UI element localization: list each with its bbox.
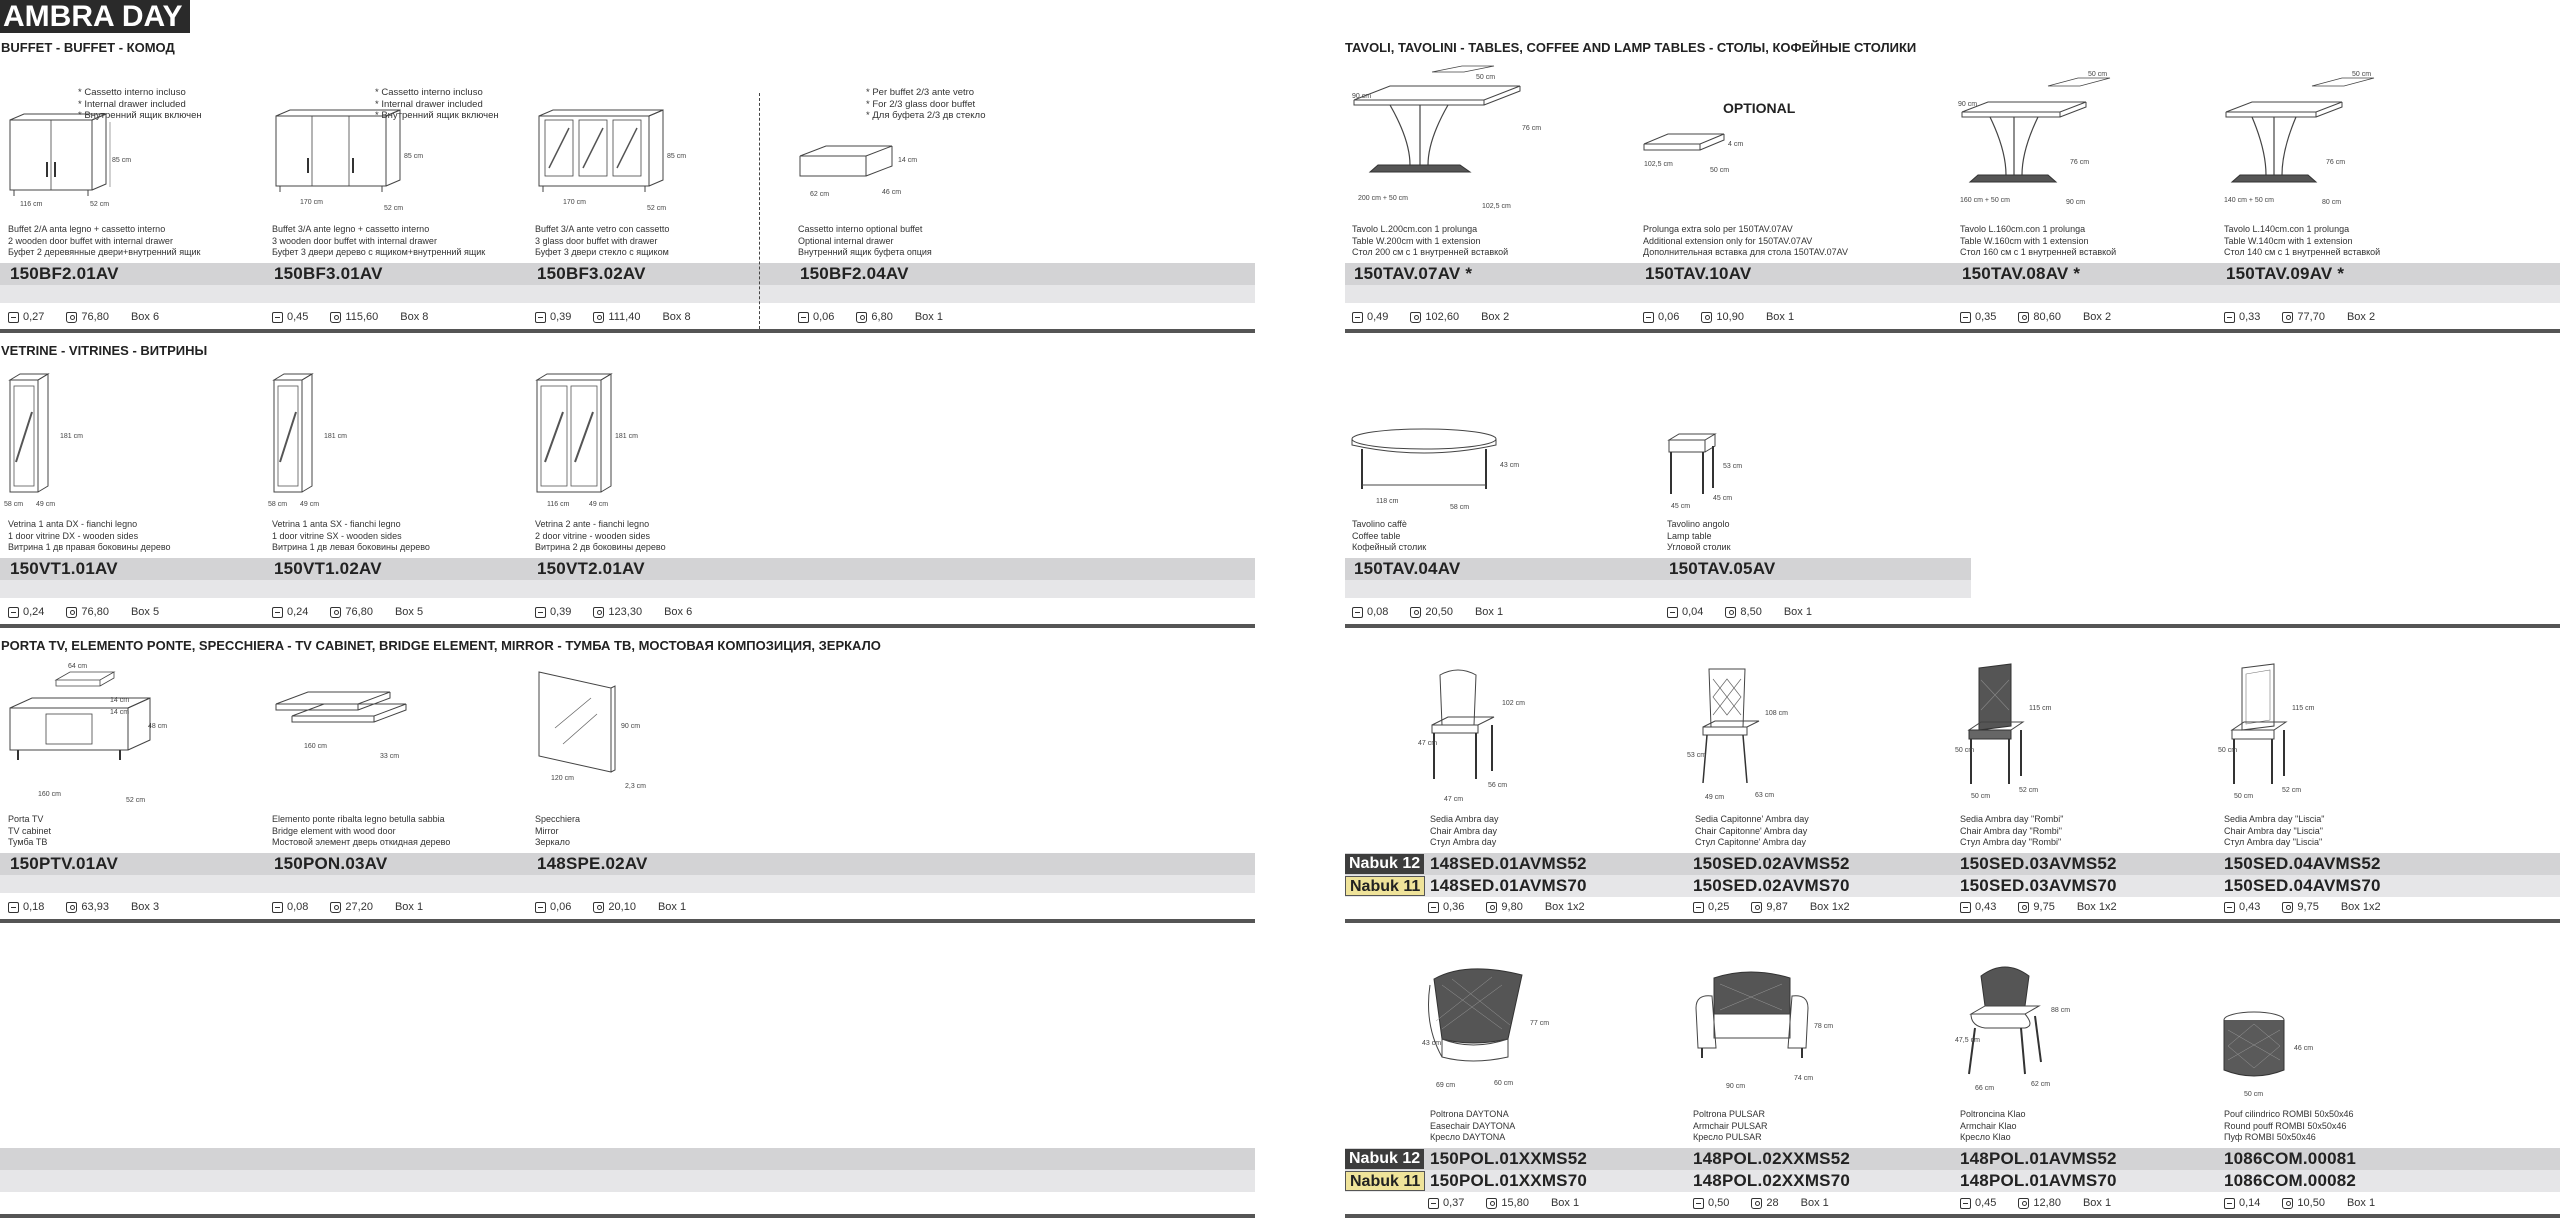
weight-icon	[66, 312, 77, 323]
product-meta: 0,06 10,90 Box 1	[1643, 311, 1794, 323]
volume-icon	[1352, 312, 1363, 323]
svg-text:52 cm: 52 cm	[384, 205, 404, 212]
svg-text:52 cm: 52 cm	[90, 201, 110, 208]
product-description: Buffet 3/A ante vetro con cassetto 3 glass door buffet with drawer Буфет 3 двери стекло с ящиком	[535, 224, 670, 257]
product-code: 150TAV.07AV *	[1354, 264, 1473, 283]
svg-text:52 cm: 52 cm	[647, 205, 667, 212]
product-code: 1086COM.00082	[2224, 1171, 2357, 1190]
weight-icon	[66, 607, 77, 618]
product-code: 148SPE.02AV	[537, 854, 648, 873]
tv-cabinet-drawing	[6, 660, 166, 810]
product-description: Poltrona PULSAR Armchair PULSAR Кресло PULSAR	[1693, 1109, 1768, 1142]
svg-text:85 cm: 85 cm	[667, 153, 687, 160]
weight-icon	[1751, 902, 1762, 913]
finish-tag-nabuk12: Nabuk 12	[1345, 854, 1424, 874]
dining-table-140-drawing	[2222, 71, 2392, 215]
svg-text:181 cm: 181 cm	[615, 433, 638, 440]
weight-icon	[1725, 607, 1736, 618]
volume-icon	[1960, 902, 1971, 913]
code-band	[1345, 263, 2560, 285]
armchair-daytona-drawing	[1422, 965, 1552, 1095]
svg-text:58 cm: 58 cm	[4, 501, 24, 508]
svg-text:181 cm: 181 cm	[60, 433, 83, 440]
svg-text:50 cm: 50 cm	[2234, 793, 2254, 800]
product-code: 148SED.01AVMS70	[1430, 876, 1587, 895]
section-buffet-heading: BUFFET - BUFFET - КОМОД	[1, 40, 175, 55]
product-description: Tavolo L.200cm.con 1 prolunga Table W.200cm with 1 extension Стол 200 см с 1 внутренней вставкой	[1352, 224, 1509, 257]
dining-table-160-drawing	[1958, 71, 2128, 215]
weight-icon	[2282, 902, 2293, 913]
vitrine-1-door-left-drawing	[270, 372, 350, 512]
product-meta: 0,24 76,80 Box 5	[272, 606, 423, 618]
svg-text:58 cm: 58 cm	[1450, 504, 1470, 511]
volume-icon	[1960, 312, 1971, 323]
code-band-lower	[1345, 285, 2560, 303]
weight-icon	[2282, 312, 2293, 323]
page-title: AMBRA DAY	[0, 0, 190, 33]
svg-text:116 cm: 116 cm	[547, 501, 570, 508]
weight-icon	[593, 902, 604, 913]
svg-text:50 cm: 50 cm	[2244, 1091, 2264, 1098]
product-meta: 0,24 76,80 Box 5	[8, 606, 159, 618]
svg-text:160 cm: 160 cm	[38, 791, 61, 798]
product-description: Buffet 2/A anta legno + cassetto interno 2 wooden door buffet with internal drawer Буфет 2 деревянные двери+внутренний ящик	[8, 224, 201, 257]
code-band-lower	[0, 1170, 1255, 1192]
svg-text:69 cm: 69 cm	[1436, 1082, 1456, 1089]
product-code: 150TAV.10AV	[1645, 264, 1752, 283]
finish-tag-nabuk11: Nabuk 11	[1345, 1171, 1425, 1191]
weight-icon	[593, 607, 604, 618]
svg-text:76 cm: 76 cm	[1522, 125, 1542, 132]
svg-text:90 cm: 90 cm	[1726, 1083, 1746, 1090]
svg-text:181 cm: 181 cm	[324, 433, 347, 440]
weight-icon	[1486, 1198, 1497, 1209]
weight-icon	[330, 607, 341, 618]
extension-leaf-drawing	[1640, 128, 1750, 178]
vitrine-1-door-right-drawing	[6, 372, 86, 512]
product-code: 150BF2.04AV	[800, 264, 909, 283]
product-meta: 0,27 76,80 Box 6	[8, 311, 159, 323]
svg-text:58 cm: 58 cm	[268, 501, 288, 508]
volume-icon	[2224, 902, 2235, 913]
product-description: Elemento ponte ribalta legno betulla sabbia Bridge element with wood door Мостовой элемент дверь откидная дерево	[272, 814, 451, 847]
svg-text:50 cm: 50 cm	[2218, 747, 2238, 754]
product-description: Cassetto interno optional buffet Optional internal drawer Внутренний ящик буфета опция	[798, 224, 932, 257]
product-meta: 0,33 77,70 Box 2	[2224, 311, 2375, 323]
product-meta: 0,25 9,87 Box 1x2	[1693, 901, 1850, 913]
dining-table-200-drawing	[1350, 70, 1542, 215]
product-code: 148POL.01AVMS52	[1960, 1149, 2117, 1168]
product-meta: 0,06 20,10 Box 1	[535, 901, 686, 913]
svg-text:47 cm: 47 cm	[1444, 796, 1464, 803]
svg-text:118 cm: 118 cm	[1376, 498, 1399, 505]
svg-text:50 cm: 50 cm	[1955, 747, 1975, 754]
svg-text:115 cm: 115 cm	[2029, 705, 2052, 712]
svg-text:43 cm: 43 cm	[1500, 462, 1520, 469]
svg-text:56 cm: 56 cm	[1488, 782, 1508, 789]
chair-liscia-drawing	[2218, 660, 2338, 805]
product-meta: 0,06 6,80 Box 1	[798, 311, 943, 323]
svg-text:50 cm: 50 cm	[1971, 793, 1991, 800]
vitrine-2-door-drawing	[533, 372, 638, 512]
product-code: 150PTV.01AV	[10, 854, 119, 873]
product-code: 150TAV.08AV *	[1962, 264, 2081, 283]
weight-icon	[1751, 1198, 1762, 1209]
svg-text:140 cm + 50 cm: 140 cm + 50 cm	[2224, 197, 2274, 204]
finish-tag-nabuk12: Nabuk 12	[1345, 1149, 1424, 1169]
product-description: Tavolo L.160cm.con 1 prolunga Table W.160cm with 1 extension Стол 160 см с 1 внутренней вставкой	[1960, 224, 2117, 257]
buffet-2-door-drawing	[6, 112, 132, 208]
svg-text:116 cm: 116 cm	[20, 201, 43, 208]
volume-icon	[1960, 1198, 1971, 1209]
product-code: 150BF2.01AV	[10, 264, 119, 283]
volume-icon	[2224, 1198, 2235, 1209]
weight-icon	[1486, 902, 1497, 913]
volume-icon	[272, 607, 283, 618]
product-description: Vetrina 1 anta SX - fianchi legno 1 door vitrine SX - wooden sides Витрина 1 дв левая боковины дерево	[272, 519, 430, 552]
volume-icon	[1352, 607, 1363, 618]
product-description: Sedia Ambra day "Rombi" Chair Ambra day "Rombi" Стул Ambra day "Rombi"	[1960, 814, 2064, 847]
product-meta: 0,36 9,80 Box 1x2	[1428, 901, 1585, 913]
weight-icon	[1410, 312, 1421, 323]
weight-icon	[2018, 902, 2029, 913]
svg-text:74 cm: 74 cm	[1794, 1075, 1814, 1082]
svg-text:14 cm: 14 cm	[110, 697, 130, 704]
product-description: Tavolino caffè Coffee table Кофейный столик	[1352, 519, 1427, 552]
weight-icon	[1410, 607, 1421, 618]
svg-text:49 cm: 49 cm	[300, 501, 320, 508]
product-code: 150TAV.04AV	[1354, 559, 1461, 578]
buffet-3-door-drawing	[272, 108, 424, 213]
svg-text:50 cm: 50 cm	[2088, 71, 2108, 78]
product-description: Pouf cilindrico ROMBI 50x50x46 Round pouff ROMBI 50x50x46 Пуф ROMBI 50x50x46	[2224, 1109, 2354, 1142]
svg-text:49 cm: 49 cm	[1705, 794, 1725, 801]
code-band-lower	[0, 580, 1255, 598]
svg-text:160 cm: 160 cm	[304, 743, 327, 750]
svg-text:45 cm: 45 cm	[1671, 503, 1691, 510]
svg-text:43 cm: 43 cm	[1422, 1040, 1442, 1047]
weight-icon	[330, 312, 341, 323]
weight-icon	[2282, 1198, 2293, 1209]
product-meta: 0,04 8,50 Box 1	[1667, 606, 1812, 618]
product-description: Porta TV TV cabinet Тумба ТВ	[8, 814, 52, 847]
volume-icon	[1693, 1198, 1704, 1209]
svg-text:47 cm: 47 cm	[1418, 740, 1438, 747]
weight-icon	[2018, 1198, 2029, 1209]
svg-text:62 cm: 62 cm	[810, 191, 830, 198]
product-meta: 0,50 28 Box 1	[1693, 1197, 1829, 1209]
pouf-rombi-drawing	[2220, 1010, 2330, 1100]
svg-text:52 cm: 52 cm	[2019, 787, 2039, 794]
product-note: * Cassetto interno incluso * Internal drawer included * Внутренний ящик включен	[375, 87, 499, 121]
product-meta: 0,45 12,80 Box 1	[1960, 1197, 2111, 1209]
volume-icon	[1428, 1198, 1439, 1209]
svg-text:90 cm: 90 cm	[621, 723, 641, 730]
svg-text:76 cm: 76 cm	[2326, 159, 2346, 166]
code-band	[0, 1148, 1255, 1170]
section-vitrines-heading: VETRINE - VITRINES - ВИТРИНЫ	[1, 343, 208, 358]
section-divider	[0, 919, 1255, 923]
lamp-table-drawing	[1665, 430, 1765, 515]
svg-text:50 cm: 50 cm	[2352, 71, 2372, 78]
svg-text:62 cm: 62 cm	[2031, 1081, 2051, 1088]
svg-text:88 cm: 88 cm	[2051, 1007, 2071, 1014]
section-divider	[1345, 624, 2560, 628]
svg-text:49 cm: 49 cm	[589, 501, 609, 508]
svg-text:49 cm: 49 cm	[36, 501, 56, 508]
product-note: * Per buffet 2/3 ante vetro * For 2/3 glass door buffet * Для буфета 2/3 дв стекло	[866, 87, 986, 121]
product-description: Sedia Ambra day "Liscia" Chair Ambra day "Liscia" Стул Ambra day "Liscia"	[2224, 814, 2325, 847]
volume-icon	[1643, 312, 1654, 323]
armchair-pulsar-drawing	[1690, 968, 1834, 1093]
volume-icon	[1428, 902, 1439, 913]
weight-icon	[66, 902, 77, 913]
product-code: 150SED.03AVMS70	[1960, 876, 2117, 895]
volume-icon	[1693, 902, 1704, 913]
weight-icon	[1701, 312, 1712, 323]
svg-text:4 cm: 4 cm	[1728, 141, 1744, 148]
product-code: 150SED.04AVMS70	[2224, 876, 2381, 895]
product-code: 150VT2.01AV	[537, 559, 645, 578]
product-code: 150VT1.01AV	[10, 559, 118, 578]
svg-text:160 cm + 50 cm: 160 cm + 50 cm	[1960, 197, 2010, 204]
svg-text:46 cm: 46 cm	[882, 189, 902, 196]
product-meta: 0,08 27,20 Box 1	[272, 901, 423, 913]
svg-text:47,5 cm: 47,5 cm	[1955, 1037, 1980, 1044]
volume-icon	[535, 902, 546, 913]
product-description: Tavolo L.140cm.con 1 prolunga Table W.140cm with 1 extension Стол 140 см с 1 внутренней вставкой	[2224, 224, 2381, 257]
code-band-lower	[0, 875, 1255, 893]
section-divider	[0, 329, 1255, 333]
svg-text:60 cm: 60 cm	[1494, 1080, 1514, 1087]
volume-icon	[535, 607, 546, 618]
svg-text:85 cm: 85 cm	[404, 153, 424, 160]
svg-text:52 cm: 52 cm	[126, 797, 146, 804]
product-code: 150POL.01XXMS70	[1430, 1171, 1588, 1190]
svg-text:170 cm: 170 cm	[563, 199, 586, 206]
section-divider	[1345, 1214, 2560, 1218]
product-code: 148POL.02XXMS70	[1693, 1171, 1851, 1190]
product-meta: 0,37 15,80 Box 1	[1428, 1197, 1579, 1209]
product-code: 150TAV.05AV	[1669, 559, 1776, 578]
volume-icon	[8, 312, 19, 323]
weight-icon	[330, 902, 341, 913]
product-meta: 0,35 80,60 Box 2	[1960, 311, 2111, 323]
volume-icon	[1667, 607, 1678, 618]
section-divider	[0, 624, 1255, 628]
product-meta: 0,18 63,93 Box 3	[8, 901, 159, 913]
product-code: 150SED.02AVMS52	[1693, 854, 1850, 873]
svg-text:120 cm: 120 cm	[551, 775, 574, 782]
svg-text:52 cm: 52 cm	[2282, 787, 2302, 794]
product-meta: 0,08 20,50 Box 1	[1352, 606, 1503, 618]
section-tv-heading: PORTA TV, ELEMENTO PONTE, SPECCHIERA - TV CABINET, BRIDGE ELEMENT, MIRROR - ТУМБА ТВ, МОСТОВАЯ КОМПОЗИЦИЯ, ЗЕРКАЛО	[1, 638, 881, 653]
weight-icon	[2018, 312, 2029, 323]
svg-text:102,5 cm: 102,5 cm	[1482, 203, 1511, 210]
svg-text:63 cm: 63 cm	[1755, 792, 1775, 799]
volume-icon	[272, 312, 283, 323]
svg-text:66 cm: 66 cm	[1975, 1085, 1995, 1092]
svg-text:90 cm: 90 cm	[2066, 199, 2086, 206]
svg-text:45 cm: 45 cm	[1713, 495, 1733, 502]
product-code: 148POL.01AVMS70	[1960, 1171, 2117, 1190]
volume-icon	[2224, 312, 2235, 323]
product-meta: 0,39 123,30 Box 6	[535, 606, 692, 618]
product-meta: 0,43 9,75 Box 1x2	[1960, 901, 2117, 913]
product-description: Sedia Ambra day Chair Ambra day Стул Ambra day	[1430, 814, 1499, 847]
product-note: * Cassetto interno incluso * Internal drawer included * Внутренний ящик включен	[78, 87, 202, 121]
svg-text:90 cm: 90 cm	[1352, 93, 1372, 100]
product-description: Vetrina 1 anta DX - fianchi legno 1 door vitrine DX - wooden sides Витрина 1 дв правая боковины дерево	[8, 519, 171, 552]
section-tables-heading: TAVOLI, TAVOLINI - TABLES, COFFEE AND LAMP TABLES - СТОЛЫ, КОФЕЙНЫЕ СТОЛИКИ	[1345, 40, 1917, 55]
chair-capitonne-drawing	[1685, 665, 1805, 805]
product-code: 148SED.01AVMS52	[1430, 854, 1587, 873]
product-code: 150SED.04AVMS52	[2224, 854, 2381, 873]
svg-text:108 cm: 108 cm	[1765, 710, 1788, 717]
product-code: 1086COM.00081	[2224, 1149, 2357, 1168]
product-code: 150SED.02AVMS70	[1693, 876, 1850, 895]
svg-text:53 cm: 53 cm	[1687, 752, 1707, 759]
product-code: 150PON.03AV	[274, 854, 388, 873]
svg-text:53 cm: 53 cm	[1723, 463, 1743, 470]
product-code: 148POL.02XXMS52	[1693, 1149, 1851, 1168]
internal-drawer-drawing	[796, 142, 916, 207]
product-description: Sedia Capitonne' Ambra day Chair Capitonne' Ambra day Стул Capitonne' Ambra day	[1695, 814, 1809, 847]
svg-text:64 cm: 64 cm	[68, 663, 88, 670]
product-description: Poltroncina Klao Armchair Klao Кресло Klao	[1960, 1109, 2026, 1142]
product-description: Vetrina 2 ante - fianchi legno 2 door vitrine - wooden sides Витрина 2 дв боковины дерево	[535, 519, 666, 552]
product-description: Specchiera Mirror Зеркало	[535, 814, 581, 847]
svg-text:76 cm: 76 cm	[2070, 159, 2090, 166]
dashed-separator	[759, 93, 760, 329]
product-meta: 0,39 111,40 Box 8	[535, 311, 691, 323]
svg-text:2,3 cm: 2,3 cm	[625, 783, 647, 790]
product-meta: 0,49 102,60 Box 2	[1352, 311, 1509, 323]
weight-icon	[593, 312, 604, 323]
product-code: 150TAV.09AV *	[2226, 264, 2345, 283]
chair-ambra-day-drawing	[1418, 665, 1538, 805]
product-description: Prolunga extra solo per 150TAV.07AV Additional extension only for 150TAV.07AV Дополнительная вставка для стола 150TAV.07AV	[1643, 224, 1848, 257]
product-meta: 0,14 10,50 Box 1	[2224, 1197, 2375, 1209]
weight-icon	[856, 312, 867, 323]
svg-text:90 cm: 90 cm	[1958, 101, 1978, 108]
volume-icon	[8, 902, 19, 913]
svg-text:46 cm: 46 cm	[2294, 1045, 2314, 1052]
svg-text:14 cm: 14 cm	[110, 709, 130, 716]
buffet-glass-door-drawing	[535, 108, 687, 213]
section-divider	[1345, 919, 2560, 923]
section-divider	[0, 1214, 1255, 1218]
product-code: 150SED.03AVMS52	[1960, 854, 2117, 873]
svg-text:170 cm: 170 cm	[300, 199, 323, 206]
section-divider	[1345, 329, 2560, 333]
svg-text:14 cm: 14 cm	[898, 157, 918, 164]
product-meta: 0,45 115,60 Box 8	[272, 311, 428, 323]
finish-tag-nabuk11: Nabuk 11	[1345, 876, 1425, 896]
svg-text:50 cm: 50 cm	[1710, 167, 1730, 174]
coffee-table-drawing	[1350, 425, 1530, 515]
product-description: Buffet 3/A ante legno + cassetto interno 3 wooden door buffet with internal drawer Буфет 3 двери дерево с ящиком+внутренний ящик	[272, 224, 486, 257]
product-code: 150POL.01XXMS52	[1430, 1149, 1588, 1168]
product-description: Poltrona DAYTONA Easechair DAYTONA Кресло DAYTONA	[1430, 1109, 1516, 1142]
code-band-lower	[1345, 580, 1971, 598]
armchair-klao-drawing	[1955, 962, 2085, 1097]
product-code: 150BF3.01AV	[274, 264, 383, 283]
product-code: 150VT1.02AV	[274, 559, 382, 578]
svg-text:80 cm: 80 cm	[2322, 199, 2342, 206]
product-code: 150BF3.02AV	[537, 264, 646, 283]
svg-text:50 cm: 50 cm	[1476, 74, 1496, 81]
mirror-drawing	[535, 668, 655, 798]
volume-icon	[272, 902, 283, 913]
product-meta: 0,43 9,75 Box 1x2	[2224, 901, 2381, 913]
optional-label: OPTIONAL	[1723, 100, 1796, 116]
svg-text:115 cm: 115 cm	[2292, 705, 2315, 712]
svg-text:102,5 cm: 102,5 cm	[1644, 161, 1673, 168]
volume-icon	[535, 312, 546, 323]
svg-text:85 cm: 85 cm	[112, 157, 132, 164]
volume-icon	[798, 312, 809, 323]
svg-text:78 cm: 78 cm	[1814, 1023, 1834, 1030]
svg-text:48 cm: 48 cm	[148, 723, 168, 730]
volume-icon	[8, 607, 19, 618]
svg-text:33 cm: 33 cm	[380, 753, 400, 760]
bridge-element-drawing	[272, 688, 412, 768]
svg-text:77 cm: 77 cm	[1530, 1020, 1550, 1027]
svg-text:102 cm: 102 cm	[1502, 700, 1525, 707]
product-description: Tavolino angolo Lamp table Угловой столик	[1667, 519, 1731, 552]
chair-rombi-drawing	[1955, 660, 2075, 805]
code-band-lower	[0, 285, 1255, 303]
svg-text:200 cm + 50 cm: 200 cm + 50 cm	[1358, 195, 1408, 202]
